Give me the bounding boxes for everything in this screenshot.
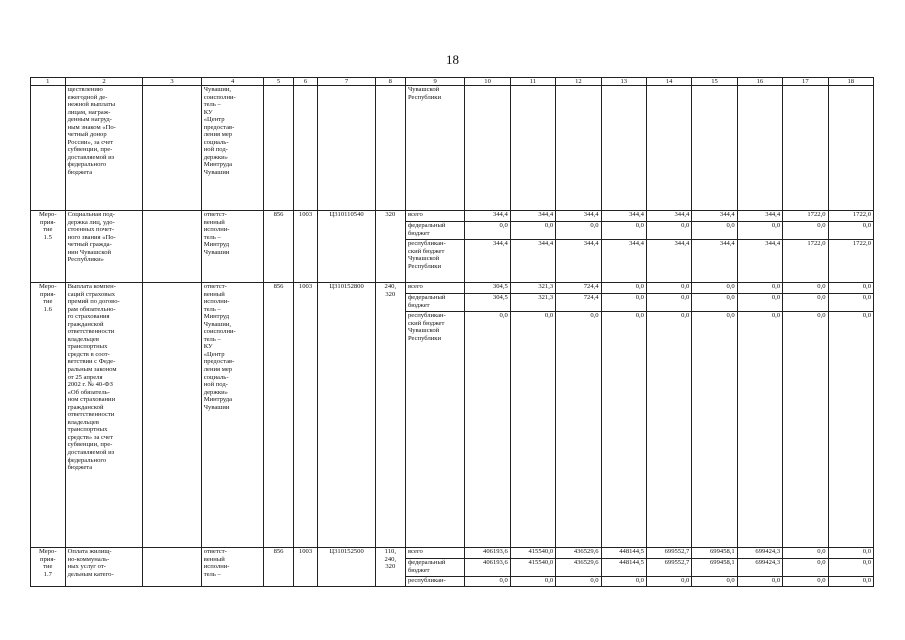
amount-cell: 344,4 <box>692 211 737 222</box>
amount-cell: 0,0 <box>737 283 782 294</box>
amount-cell: 0,0 <box>737 577 782 587</box>
cell <box>556 86 601 211</box>
grbs-code: 856 <box>264 283 293 548</box>
amount-cell: 344,4 <box>556 211 601 222</box>
amount-cell: 0,0 <box>692 222 737 240</box>
amount-cell: 699458,1 <box>692 559 737 577</box>
table-row <box>31 211 874 222</box>
amount-cell: 0,0 <box>783 559 828 577</box>
amount-cell: 0,0 <box>828 577 873 587</box>
amount-cell: 0,0 <box>828 548 873 559</box>
amount-cell: 344,4 <box>510 211 555 222</box>
amount-cell: 344,4 <box>556 240 601 283</box>
amount-cell: 344,4 <box>646 240 691 283</box>
amount-cell: 0,0 <box>828 283 873 294</box>
cell <box>783 86 828 211</box>
cell <box>264 86 293 211</box>
amount-cell: 724,4 <box>556 283 601 294</box>
cell <box>143 211 201 283</box>
amount-cell: 0,0 <box>783 577 828 587</box>
measure-label: Меро- прия- тие 1.6 <box>31 283 66 548</box>
amount-cell: 1722,0 <box>783 211 828 222</box>
grbs-code: 856 <box>264 211 293 283</box>
amount-cell: 415540,0 <box>510 559 555 577</box>
column-number: 12 <box>556 78 601 86</box>
funding-source: всего <box>405 211 464 222</box>
target-article-code: Ц310110540 <box>318 211 375 283</box>
amount-cell: 1722,0 <box>828 211 873 222</box>
responsible-executor: ответст- венный исполни- тель – <box>201 548 264 587</box>
amount-cell: 699552,7 <box>646 548 691 559</box>
amount-cell: 0,0 <box>465 312 510 548</box>
expense-type-code: 320 <box>375 211 405 283</box>
cell <box>692 86 737 211</box>
amount-cell: 0,0 <box>783 294 828 312</box>
amount-cell: 344,4 <box>510 240 555 283</box>
target-article-code: Ц310152800 <box>318 283 375 548</box>
responsible-executor: ответст- венный исполни- тель – Минтруд Чувашии <box>201 211 264 283</box>
cell <box>143 548 201 587</box>
amount-cell: 321,3 <box>510 283 555 294</box>
program-table <box>30 77 874 587</box>
section-code: 1003 <box>293 283 318 548</box>
measure-description: Социальная под- держка лиц, удо- стоенных почет- ного звания «По- четный гражда- нин Чувашской Республики» <box>65 211 143 283</box>
amount-cell: 0,0 <box>737 222 782 240</box>
amount-cell: 0,0 <box>737 294 782 312</box>
amount-cell: 0,0 <box>601 222 646 240</box>
amount-cell: 0,0 <box>692 312 737 548</box>
amount-cell: 0,0 <box>828 312 873 548</box>
measure-label: Меро- прия- тие 1.7 <box>31 548 66 587</box>
amount-cell: 699424,3 <box>737 559 782 577</box>
column-number: 2 <box>65 78 143 86</box>
amount-cell: 0,0 <box>510 577 555 587</box>
column-number: 5 <box>264 78 293 86</box>
column-number: 6 <box>293 78 318 86</box>
amount-cell: 344,4 <box>601 211 646 222</box>
amount-cell: 406193,6 <box>465 548 510 559</box>
expense-type-code: 240, 320 <box>375 283 405 548</box>
page-number: 18 <box>446 52 459 67</box>
column-number: 18 <box>828 78 873 86</box>
cell <box>510 86 555 211</box>
column-number-row <box>31 78 874 86</box>
amount-cell: 448144,5 <box>601 548 646 559</box>
measure-description: Выплата компен- саций страховых премий по догово- рам обязательно- го страхования гражданской ответственности владельцев транспортных средств в соот- ветствии с Феде- ральным законом от 25 апреля 2002 г. № 40-ФЗ «Об обязатель- ном страховании гражданской ответственности владельцев транспортных средств» за счет субвенции, пре- доставляемой из федерального бюджета <box>65 283 143 548</box>
column-number: 8 <box>375 78 405 86</box>
section-code: 1003 <box>293 548 318 587</box>
amount-cell: 344,4 <box>465 240 510 283</box>
amount-cell: 724,4 <box>556 294 601 312</box>
cell <box>318 86 375 211</box>
column-number: 14 <box>646 78 691 86</box>
funding-source: Чувашской Республики <box>405 86 464 211</box>
amount-cell: 344,4 <box>692 240 737 283</box>
amount-cell: 304,5 <box>465 283 510 294</box>
amount-cell: 0,0 <box>783 283 828 294</box>
amount-cell: 0,0 <box>692 294 737 312</box>
amount-cell: 0,0 <box>601 283 646 294</box>
amount-cell: 0,0 <box>556 312 601 548</box>
amount-cell: 0,0 <box>783 312 828 548</box>
amount-cell: 0,0 <box>556 577 601 587</box>
amount-cell: 321,3 <box>510 294 555 312</box>
responsible-executor: Чувашии, соисполни- тель – КУ «Центр предостав- ления мер социаль- ной под- держки» Минтруда Чувашии <box>201 86 264 211</box>
amount-cell: 344,4 <box>737 211 782 222</box>
cell <box>465 86 510 211</box>
amount-cell: 0,0 <box>737 312 782 548</box>
amount-cell: 344,4 <box>737 240 782 283</box>
column-number: 10 <box>465 78 510 86</box>
cell <box>737 86 782 211</box>
column-number: 17 <box>783 78 828 86</box>
amount-cell: 0,0 <box>646 294 691 312</box>
measure-label: Меро- прия- тие 1.5 <box>31 211 66 283</box>
column-number: 7 <box>318 78 375 86</box>
grbs-code: 856 <box>264 548 293 587</box>
amount-cell: 344,4 <box>465 211 510 222</box>
responsible-executor: ответст- венный исполни- тель – Минтруд Чувашии, соисполни- тель – КУ «Центр предостав- ления мер социаль- ной под- держки» Минтруда Чувашии <box>201 283 264 548</box>
measure-description: Оплата жилищ- но-коммуналь- ных услуг от- дельным катего- <box>65 548 143 587</box>
cell <box>601 86 646 211</box>
amount-cell: 406193,6 <box>465 559 510 577</box>
cell <box>143 283 201 548</box>
amount-cell: 0,0 <box>510 312 555 548</box>
measure-description: ществлению ежегодной де- нежной выплаты лицам, награж- денным нагруд- ным знаком «По- четный донор России», за счет субвенции, пре- доставляемой из федерального бюджета <box>65 86 143 211</box>
amount-cell: 0,0 <box>646 283 691 294</box>
amount-cell: 0,0 <box>465 577 510 587</box>
amount-cell: 0,0 <box>646 312 691 548</box>
amount-cell: 415540,0 <box>510 548 555 559</box>
amount-cell: 304,5 <box>465 294 510 312</box>
amount-cell: 699458,1 <box>692 548 737 559</box>
funding-source: республикан- ский бюджет Чувашской Республики <box>405 240 464 283</box>
amount-cell: 0,0 <box>601 312 646 548</box>
amount-cell: 436529,6 <box>556 548 601 559</box>
amount-cell: 0,0 <box>692 577 737 587</box>
cell <box>375 86 405 211</box>
funding-source: федеральный бюджет <box>405 559 464 577</box>
amount-cell: 1722,0 <box>828 240 873 283</box>
funding-source: федеральный бюджет <box>405 294 464 312</box>
amount-cell: 344,4 <box>601 240 646 283</box>
amount-cell: 0,0 <box>601 577 646 587</box>
column-number: 16 <box>737 78 782 86</box>
amount-cell: 0,0 <box>646 577 691 587</box>
amount-cell: 699552,7 <box>646 559 691 577</box>
amount-cell: 0,0 <box>828 222 873 240</box>
amount-cell: 0,0 <box>556 222 601 240</box>
amount-cell: 0,0 <box>510 222 555 240</box>
amount-cell: 0,0 <box>646 222 691 240</box>
amount-cell: 448144,5 <box>601 559 646 577</box>
amount-cell: 0,0 <box>783 222 828 240</box>
column-number: 11 <box>510 78 555 86</box>
target-article-code: Ц310152500 <box>318 548 375 587</box>
amount-cell: 0,0 <box>692 283 737 294</box>
amount-cell: 0,0 <box>828 559 873 577</box>
amount-cell: 0,0 <box>783 548 828 559</box>
cell <box>31 86 66 211</box>
cell <box>646 86 691 211</box>
funding-source: федеральный бюджет <box>405 222 464 240</box>
amount-cell: 344,4 <box>646 211 691 222</box>
column-number: 4 <box>201 78 264 86</box>
amount-cell: 436529,6 <box>556 559 601 577</box>
cell <box>828 86 873 211</box>
column-number: 15 <box>692 78 737 86</box>
funding-source: республикан- <box>405 577 464 587</box>
cell <box>293 86 318 211</box>
column-number: 13 <box>601 78 646 86</box>
column-number: 9 <box>405 78 464 86</box>
table-row <box>31 283 874 294</box>
column-number: 3 <box>143 78 201 86</box>
column-number: 1 <box>31 78 66 86</box>
funding-source: всего <box>405 548 464 559</box>
amount-cell: 1722,0 <box>783 240 828 283</box>
amount-cell: 0,0 <box>828 294 873 312</box>
expense-type-code: 110, 240, 320 <box>375 548 405 587</box>
carry-over-row <box>31 86 874 211</box>
amount-cell: 699424,3 <box>737 548 782 559</box>
amount-cell: 0,0 <box>465 222 510 240</box>
amount-cell: 0,0 <box>601 294 646 312</box>
funding-source: республикан- ский бюджет Чувашской Республики <box>405 312 464 548</box>
cell <box>143 86 201 211</box>
funding-source: всего <box>405 283 464 294</box>
section-code: 1003 <box>293 211 318 283</box>
table-row <box>31 548 874 559</box>
